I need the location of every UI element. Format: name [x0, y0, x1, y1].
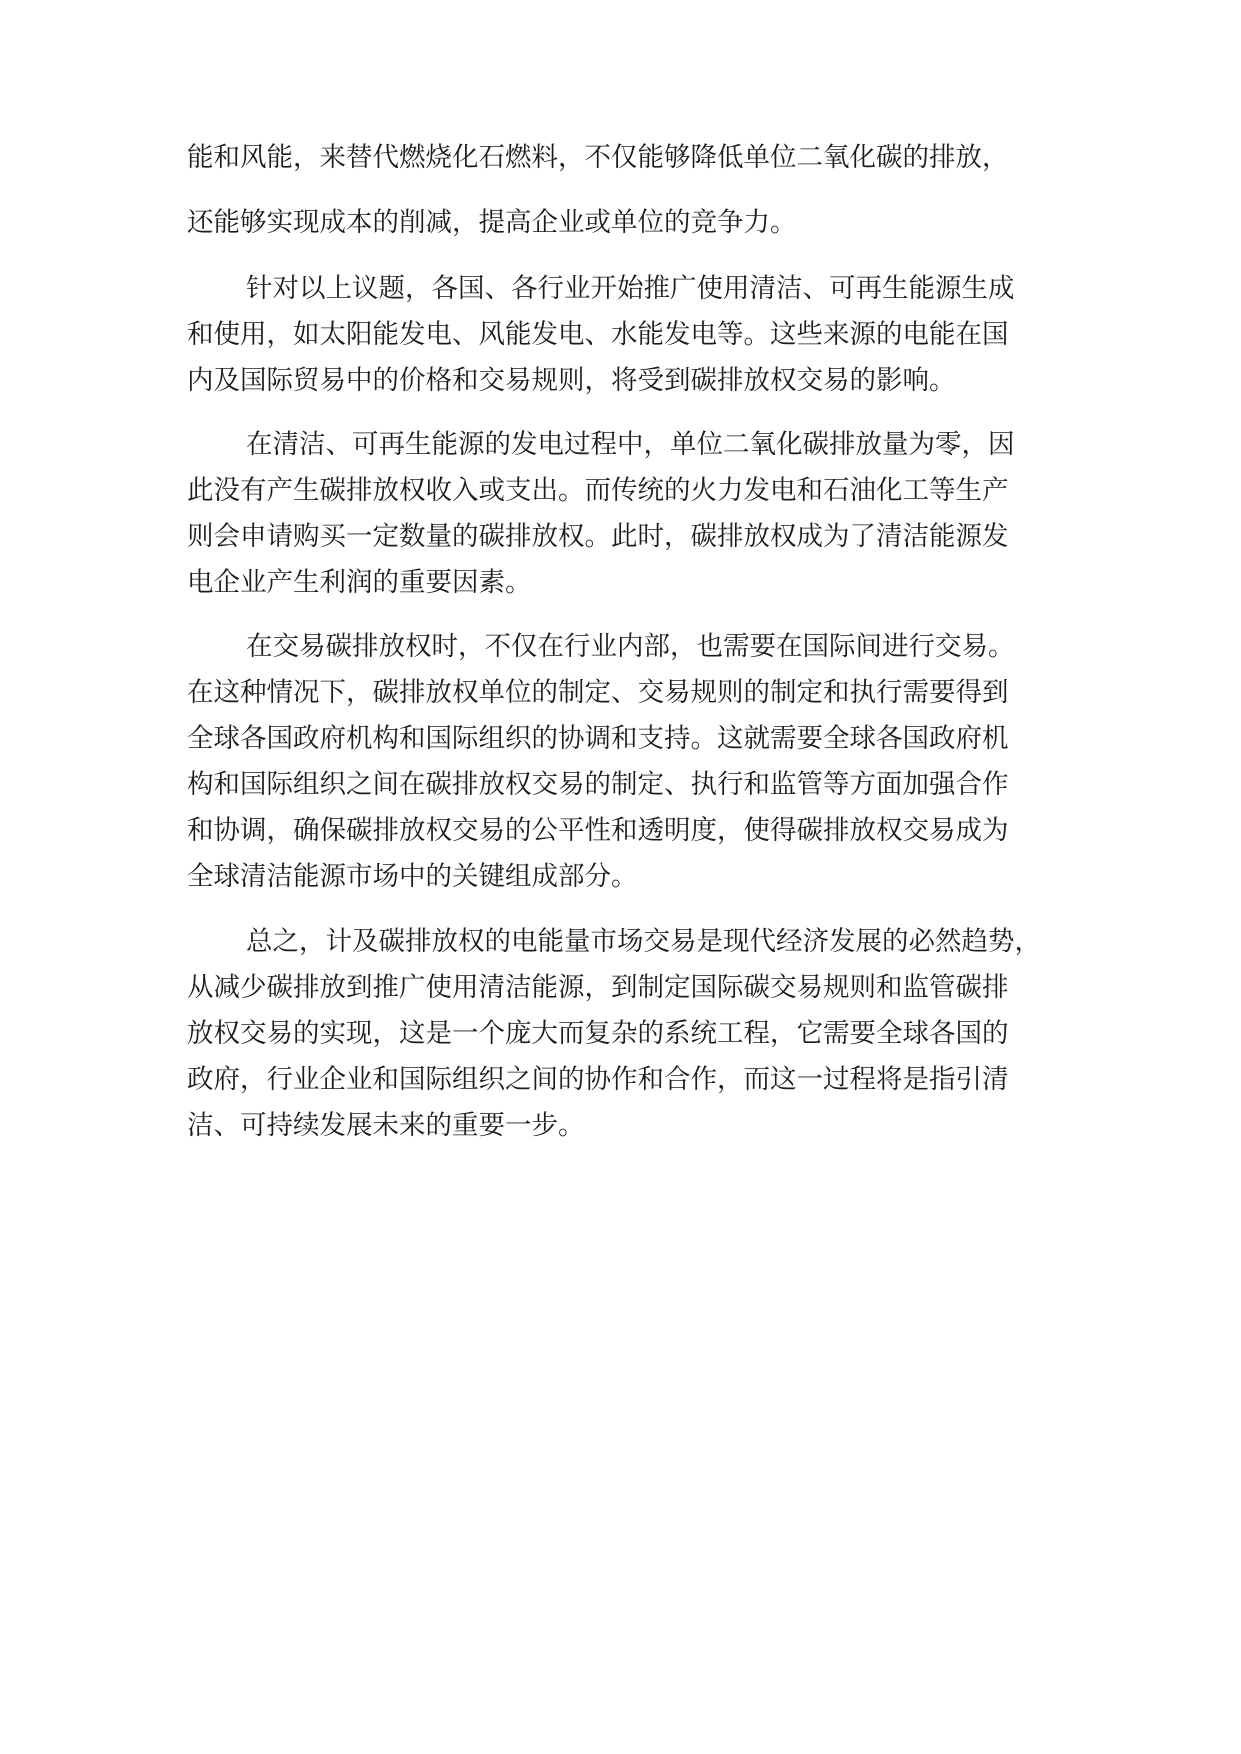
paragraph-3-line-1: 在清洁、可再生能源的发电过程中，单位二氧化碳排放量为零，因 [246, 429, 1015, 460]
paragraph-3-line-3: 则会申请购买一定数量的碳排放权。此时，碳排放权成为了清洁能源发 [187, 521, 1009, 552]
paragraph-5-line-2: 从减少碳排放到推广使用清洁能源，到制定国际碳交易规则和监管碳排 [187, 972, 1009, 1003]
paragraph-1-line-1: 能和风能，来替代燃烧化石燃料，不仅能够降低单位二氧化碳的排放， [187, 142, 1009, 173]
paragraph-5-line-4: 政府，行业企业和国际组织之间的协作和合作，而这一过程将是指引清 [187, 1064, 1009, 1095]
paragraph-4-line-6: 全球清洁能源市场中的关键组成部分。 [187, 861, 638, 892]
paragraph-2-line-3: 内及国际贸易中的价格和交易规则，将受到碳排放权交易的影响。 [187, 365, 956, 396]
paragraph-1-line-2: 还能够实现成本的削减，提高企业或单位的竞争力。 [187, 207, 797, 238]
paragraph-5-line-1: 总之，计及碳排放权的电能量市场交易是现代经济发展的必然趋势， [246, 926, 1041, 957]
paragraph-4-line-3: 全球各国政府机构和国际组织的协调和支持。这就需要全球各国政府机 [187, 723, 1009, 754]
paragraph-3-line-2: 此没有产生碳排放权收入或支出。而传统的火力发电和石油化工等生产 [187, 475, 1009, 506]
paragraph-4-line-4: 构和国际组织之间在碳排放权交易的制定、执行和监管等方面加强合作 [187, 769, 1009, 800]
paragraph-4-line-1: 在交易碳排放权时，不仅在行业内部，也需要在国际间进行交易。 [246, 631, 1015, 662]
paragraph-5-line-3: 放权交易的实现，这是一个庞大而复杂的系统工程，它需要全球各国的 [187, 1018, 1009, 1049]
paragraph-5-line-5: 洁、可持续发展未来的重要一步。 [187, 1110, 585, 1141]
paragraph-2-line-1: 针对以上议题，各国、各行业开始推广使用清洁、可再生能源生成 [246, 273, 1015, 304]
paragraph-4-line-2: 在这种情况下，碳排放权单位的制定、交易规则的制定和执行需要得到 [187, 677, 1009, 708]
paragraph-4-line-5: 和协调，确保碳排放权交易的公平性和透明度，使得碳排放权交易成为 [187, 815, 1009, 846]
paragraph-2-line-2: 和使用，如太阳能发电、风能发电、水能发电等。这些来源的电能在国 [187, 319, 1009, 350]
paragraph-3-line-4: 电企业产生利润的重要因素。 [187, 567, 532, 598]
